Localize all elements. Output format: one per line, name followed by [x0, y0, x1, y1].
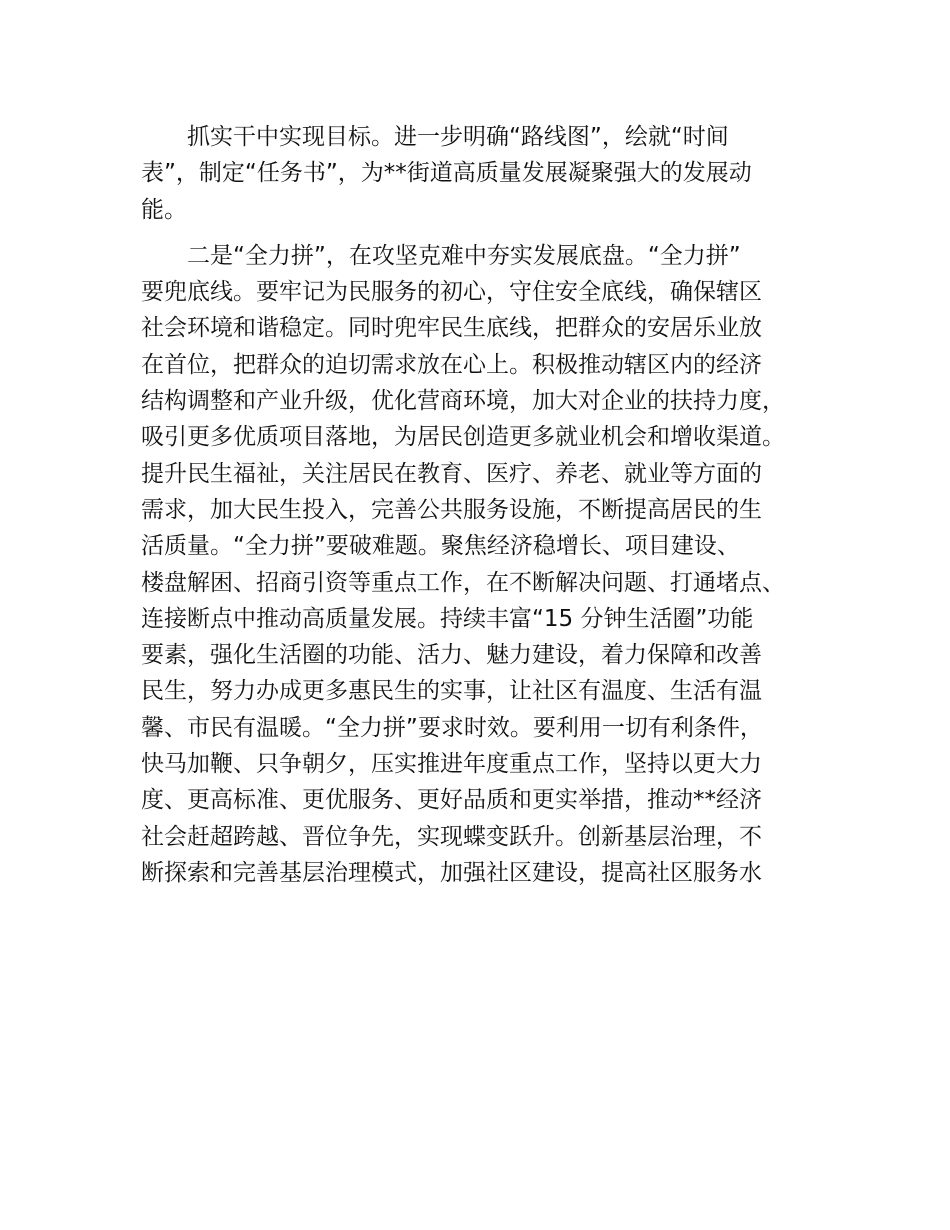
text-line: 结构调整和产业升级，优化营商环境，加大对企业的扶持力度， [141, 388, 785, 415]
text-line: 表”，制定“任务书”，为**街道高质量发展凝聚强大的发展动 [141, 160, 752, 187]
text-line: 民生，努力办成更多惠民生的实事，让社区有温度、生活有温 [141, 678, 762, 705]
text-line: 要兜底线。要牢记为民服务的初心，守住安全底线，确保辖区 [141, 279, 762, 306]
text-line: 提升民生福祉，关注居民在教育、医疗、养老、就业等方面的 [141, 460, 762, 487]
text-line: 社会环境和谐稳定。同时兜牢民生底线，把群众的安居乐业放 [141, 315, 762, 342]
text-line [141, 891, 841, 927]
text-line: 度、更高标准、更优服务、更好品质和更实举措，推动**经济 [141, 787, 762, 814]
paragraph-2 [141, 238, 841, 928]
text-line: 楼盘解困、招商引资等重点工作，在不断解决问题、打通堵点、 [141, 569, 785, 596]
text-line: 快马加鞭、只争朝夕，压实推进年度重点工作，坚持以更大力 [141, 751, 762, 778]
text-line: 吸引更多优质项目落地，为居民创造更多就业机会和增收渠道。 [141, 424, 785, 451]
paragraph-1 [141, 119, 841, 228]
text-line: 二是“全力拼”，在攻坚克难中夯实发展底盘。“全力拼” [141, 242, 741, 269]
text-line: 在首位，把群众的迫切需求放在心上。积极推动辖区内的经济 [141, 351, 762, 378]
paragraph-spacer [141, 228, 841, 238]
text-line: 活质量。“全力拼”要破难题。聚焦经济稳增长、项目建设、 [141, 533, 740, 560]
text-line: 连接断点中推动高质量发展。持续丰富“15 分钟生活圈”功能 [141, 605, 754, 632]
text-line: 社会赶超跨越、晋位争先，实现蝶变跃升。创新基层治理，不 [141, 823, 762, 850]
text-line: 要素，强化生活圈的功能、活力、魅力建设，着力保障和改善 [141, 642, 762, 669]
text-line: 馨、市民有温暖。“全力拼”要求时效。要利用一切有利条件， [141, 714, 763, 741]
body-text [141, 119, 841, 928]
text-line: 能。 [141, 196, 187, 223]
text-line: 需求，加大民生投入，完善公共服务设施，不断提高居民的生 [141, 496, 762, 523]
text-line: 抓实干中实现目标。进一步明确“路线图”，绘就“时间 [141, 124, 729, 150]
text-line: 断探索和完善基层治理模式，加强社区建设，提高社区服务水 [141, 859, 762, 886]
